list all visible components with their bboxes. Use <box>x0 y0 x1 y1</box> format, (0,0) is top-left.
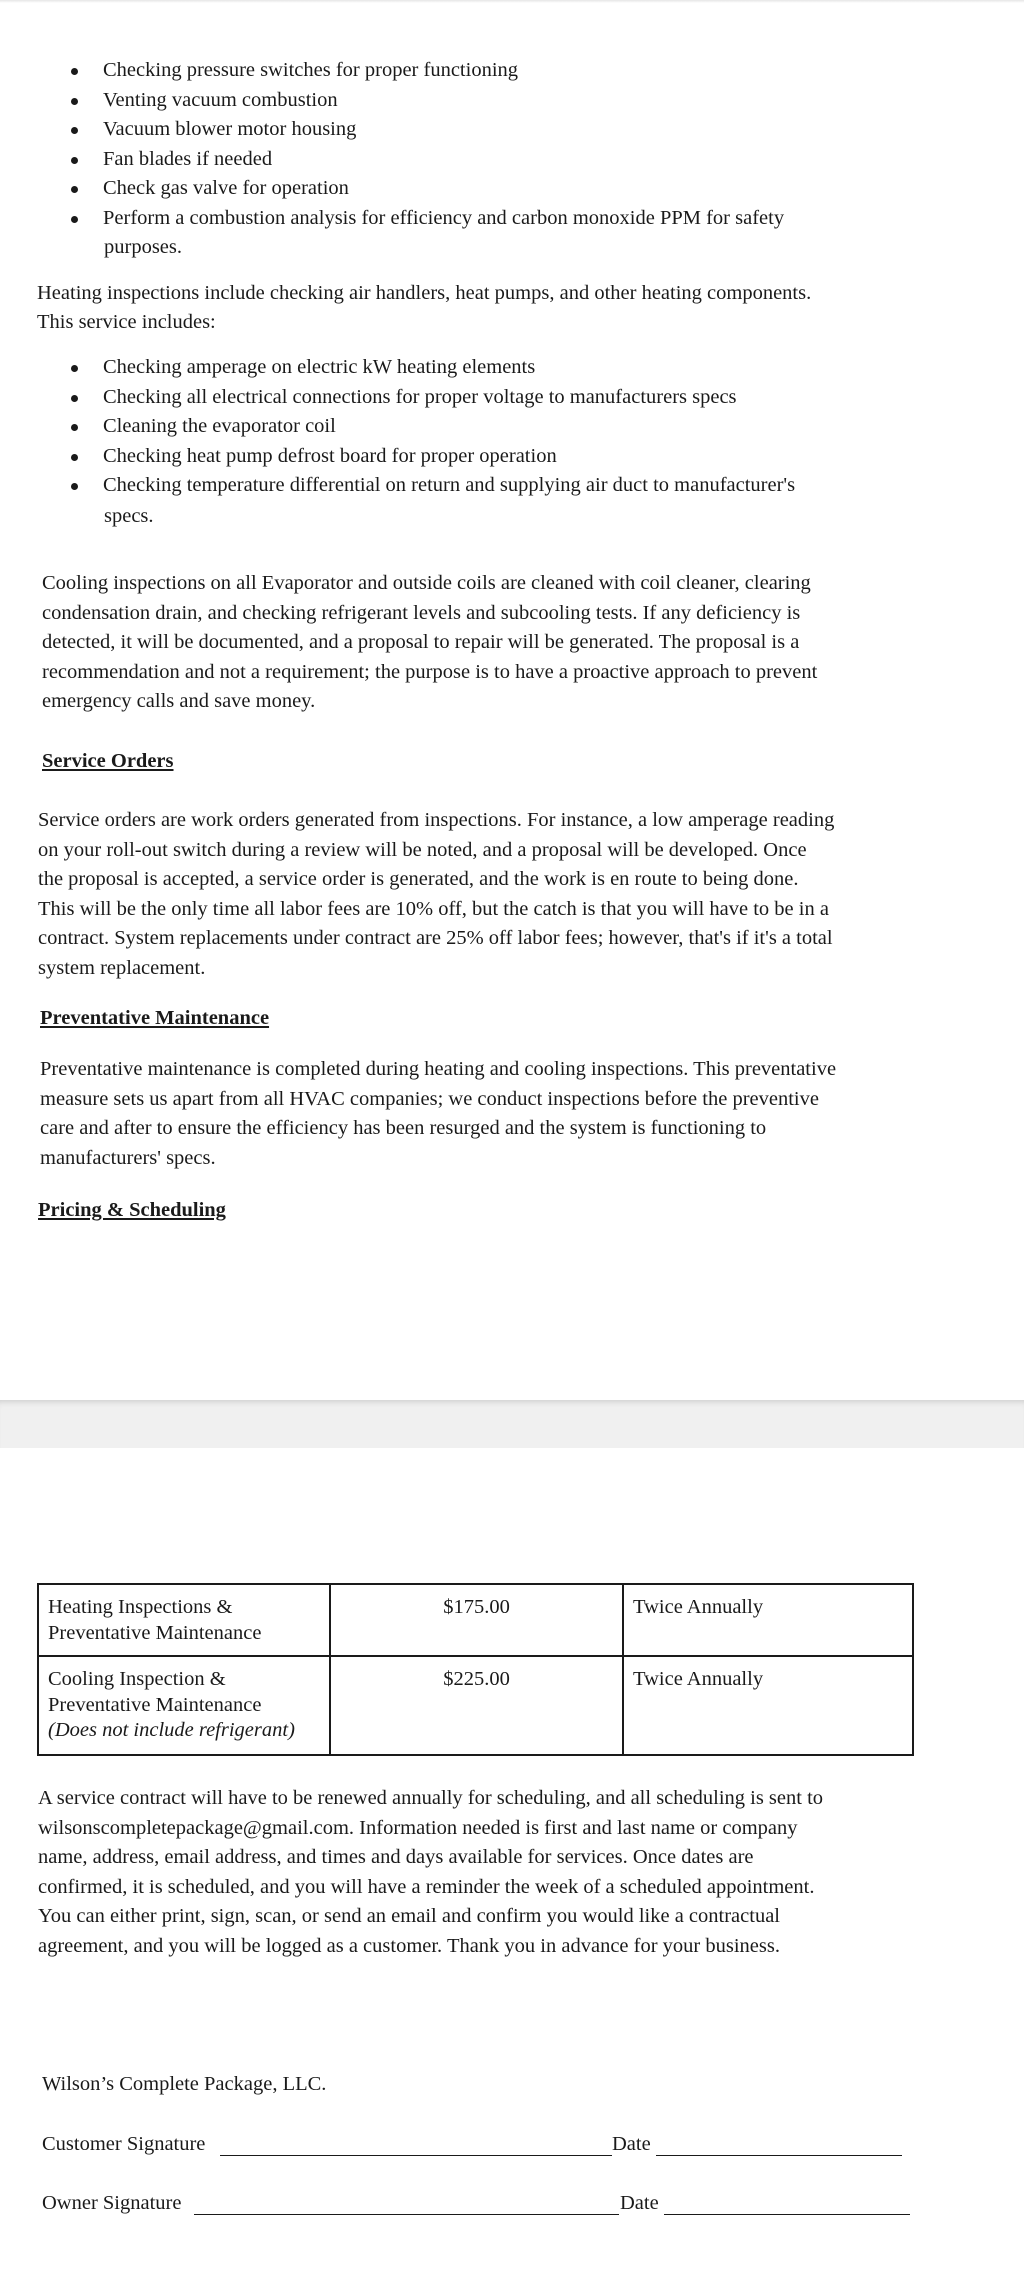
paragraph-line: Service orders are work orders generated from inspections. For instance, a low amperage reading <box>38 809 835 831</box>
list-item-continuation: purposes. <box>104 236 183 258</box>
paragraph-line: agreement, and you will be logged as a customer. Thank you in advance for your business. <box>38 1934 780 1957</box>
owner-date-label: Date <box>620 2192 659 2214</box>
service-name: Preventative Maintenance <box>48 1621 262 1644</box>
service-name: Cooling Inspection & <box>48 1668 226 1690</box>
price-cell: $225.00 <box>330 1656 623 1755</box>
paragraph-line: measure sets us apart from all HVAC companies; we conduct inspections before the preventive <box>40 1087 819 1110</box>
heating-check-list <box>37 353 795 501</box>
page-edge <box>0 0 1024 3</box>
list-item: Checking all electrical connections for proper voltage to manufacturers specs <box>37 383 795 413</box>
paragraph-line: recommendation and not a requirement; the purpose is to have a proactive approach to prevent <box>42 660 818 683</box>
customer-signature-line[interactable] <box>220 2155 612 2156</box>
list-item: Perform a combustion analysis for efficiency and carbon monoxide PPM for safety <box>37 204 784 234</box>
company-name: Wilson’s Complete Package, LLC. <box>42 2073 327 2095</box>
heating-intro-line: This service includes: <box>37 311 216 333</box>
service-cell <box>38 1656 330 1755</box>
list-item: Checking amperage on electric kW heating elements <box>37 353 795 383</box>
paragraph-line: the proposal is accepted, a service order is generated, and the work is en route to being done. <box>38 868 799 890</box>
owner-signature-line[interactable] <box>194 2214 619 2215</box>
paragraph-line: emergency calls and save money. <box>42 690 316 712</box>
contract-paragraph <box>38 1784 823 1961</box>
pricing-heading: Pricing & Scheduling <box>38 1199 226 1221</box>
owner-signature-label: Owner Signature <box>42 2192 182 2214</box>
equipment-check-list <box>37 56 784 233</box>
paragraph-line: name, address, email address, and times and days available for services. Once dates are <box>38 1846 754 1868</box>
list-item: Vacuum blower motor housing <box>37 115 784 145</box>
service-name: Heating Inspections & <box>48 1596 233 1618</box>
frequency-cell: Twice Annually <box>623 1656 913 1755</box>
price-cell: $175.00 <box>330 1584 623 1656</box>
list-item: Venting vacuum combustion <box>37 86 784 116</box>
frequency-cell: Twice Annually <box>623 1584 913 1656</box>
list-item-continuation: specs. <box>104 505 154 527</box>
service-note: (Does not include refrigerant) <box>48 1719 295 1741</box>
paragraph-line: Preventative maintenance is completed during heating and cooling inspections. This preventative <box>40 1058 837 1080</box>
cooling-paragraph <box>42 569 817 717</box>
service-orders-paragraph <box>38 806 834 983</box>
service-name: Preventative Maintenance <box>48 1693 262 1716</box>
table-row <box>38 1584 913 1656</box>
customer-signature-label: Customer Signature <box>42 2133 206 2155</box>
customer-date-line[interactable] <box>656 2155 902 2156</box>
table-row <box>38 1656 913 1755</box>
customer-date-label: Date <box>612 2133 651 2155</box>
paragraph-line: confirmed, it is scheduled, and you will have a reminder the week of a scheduled appointment. <box>38 1875 815 1898</box>
list-item: Cleaning the evaporator coil <box>37 412 795 442</box>
paragraph-line: A service contract will have to be renewed annually for scheduling, and all scheduling is sent to <box>38 1787 824 1809</box>
paragraph-line: system replacement. <box>38 956 206 979</box>
list-item: Fan blades if needed <box>37 145 784 175</box>
paragraph-line: Cooling inspections on all Evaporator and outside coils are cleaned with coil cleaner, clearing <box>42 572 811 594</box>
list-item: Checking temperature differential on return and supplying air duct to manufacturer's <box>37 471 795 501</box>
paragraph-line: You can either print, sign, scan, or send an email and confirm you would like a contractual <box>38 1905 780 1927</box>
list-item: Checking heat pump defrost board for proper operation <box>37 442 795 472</box>
preventative-heading: Preventative Maintenance <box>40 1007 270 1029</box>
paragraph-line: contract. System replacements under contract are 25% off labor fees; however, that's if it's a total <box>38 927 833 949</box>
service-orders-heading: Service Orders <box>42 750 174 772</box>
list-item: Check gas valve for operation <box>37 174 784 204</box>
paragraph-line: condensation drain, and checking refrigerant levels and subcooling tests. If any deficiency is <box>42 601 801 624</box>
paragraph-line: manufacturers' specs. <box>40 1146 216 1169</box>
heating-intro-line: Heating inspections include checking air handlers, heat pumps, and other heating components. <box>37 282 812 304</box>
page-break <box>0 1400 1024 1448</box>
list-item: Checking pressure switches for proper functioning <box>37 56 784 86</box>
paragraph-line: wilsonscompletepackage@gmail.com. Information needed is first and last name or company <box>38 1816 798 1839</box>
preventative-paragraph <box>40 1055 836 1173</box>
pricing-table <box>37 1583 914 1756</box>
paragraph-line: This will be the only time all labor fees are 10% off, but the catch is that you will have to be in a <box>38 897 829 920</box>
service-cell <box>38 1584 330 1656</box>
paragraph-line: care and after to ensure the efficiency has been resurged and the system is functioning to <box>40 1117 767 1139</box>
paragraph-line: on your roll-out switch during a review will be noted, and a proposal will be developed. Once <box>38 838 807 861</box>
owner-date-line[interactable] <box>664 2214 910 2215</box>
paragraph-line: detected, it will be documented, and a proposal to repair will be generated. The proposal is a <box>42 631 800 653</box>
